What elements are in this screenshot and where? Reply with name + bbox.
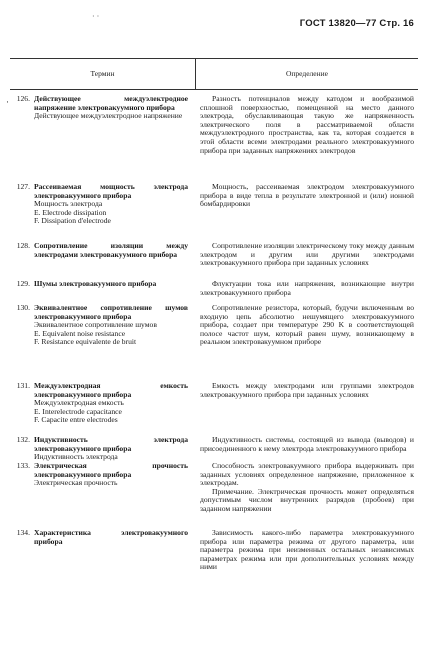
term-title: Сопротивление изоляции между электродами электровакуумного прибора [34, 241, 188, 259]
term-synonym: Электрическая прочность [34, 478, 118, 488]
term-title: Эквивалентное сопротивление шумов электровакуумного прибора [34, 303, 188, 321]
term-title: Характеристика электровакуумного прибора [34, 528, 188, 546]
term-number: 132. [16, 435, 30, 444]
term-entry [10, 382, 190, 425]
definition-entry [200, 436, 414, 453]
definition-entry [200, 95, 414, 155]
term-synonym: Эквивалентное сопротивление шумов [34, 320, 157, 330]
term-number: 130. [16, 303, 30, 312]
term-number: 126. [16, 94, 30, 103]
term-synonym: F. Capacite entre electrodes [34, 415, 118, 425]
definition-entry [200, 304, 414, 347]
definition-entry [200, 280, 414, 297]
definition-entry [200, 183, 414, 209]
definition-column-header: Определение [286, 69, 328, 78]
term-number: 129. [16, 279, 30, 288]
definition-text: Мощность, рассеиваемая электродом электровакуумного прибора в виде тепла в результате электронной и (или) ионной бомбардировки [200, 182, 414, 209]
definition-entry [200, 382, 414, 399]
term-entry [10, 280, 190, 289]
term-entry [10, 436, 190, 462]
term-synonym: E. Equivalent noise resistance [34, 328, 126, 338]
term-synonym: Мощность электрода [34, 199, 103, 209]
terms-table [10, 58, 418, 644]
term-entry [10, 304, 190, 347]
page-header: ГОСТ 13820—77 Стр. 16 [299, 18, 414, 29]
term-number: 131. [16, 381, 30, 390]
term-text [34, 462, 188, 488]
term-synonym: Междуэлектродная емкость [34, 398, 124, 408]
definition-entry [200, 462, 414, 514]
definition-text: Способность электровакуумного прибора выдерживать при заданных условиях определенное напряжение, приложенное к электродам. [200, 461, 414, 488]
term-text [34, 95, 188, 121]
definition-text: Разность потенциалов между катодом и вообразимой сплошной поверхностью, помещенной на место данного электрода, обуславливающая такую же напряженность электрического поля в рассматриваемой области междуэлектродного пространства, как та, которая создается в этой области всеми электродами реального электровакуумного прибора при заданных напряжениях электродов [200, 94, 414, 155]
definition-entry [200, 242, 414, 268]
term-title: Электрическая прочность электровакуумного прибора [34, 461, 188, 479]
term-text [34, 304, 188, 347]
term-title: Рассеиваемая мощность электрода электровакуумного прибора [34, 182, 188, 200]
margin-mark: · [6, 97, 9, 107]
definition-text: Сопротивление изоляции электрическому току между данным электродом и другим или другими электродами электровакуумного прибора при заданных условиях [200, 241, 414, 268]
term-text [34, 183, 188, 226]
definition-text: Зависимость какого-либо параметра электровакуумного прибора или параметра режима от другого параметра, или параметра режима при неизменных остальных независимых параметрах режима или при дополнительных условиях между ними [200, 528, 414, 572]
column-divider [195, 59, 196, 89]
term-synonym: F. Dissipation d'electrode [34, 216, 111, 226]
term-entry [10, 462, 190, 488]
term-text [34, 382, 188, 425]
definition-text: Сопротивление резистора, который, будучи включенным во входную цепь абсолютно нешумящего электровакуумного прибора, создает при температуре 290 K в соответствующей полосе частот шум, который равен шуму, возникающему в реальном электровакуумном приборе [200, 303, 414, 347]
top-marks: · · [92, 12, 100, 21]
term-title: Шумы электровакуумного прибора [34, 279, 157, 288]
term-text [34, 242, 188, 259]
term-synonym: Действующее междуэлектродное напряжение [34, 111, 183, 121]
definition-entry [200, 529, 414, 572]
table-header [10, 59, 418, 90]
definition-text: Емкость между электродами или группами электродов электровакуумного прибора при заданных условиях [200, 381, 414, 399]
term-entry [10, 183, 190, 226]
term-number: 127. [16, 182, 30, 191]
term-number: 134. [16, 528, 30, 537]
term-entry [10, 242, 190, 259]
definition-text: Флуктуации тока или напряжения, возникающие внутри электровакуумного прибора [200, 279, 414, 297]
term-synonym: E. Electrode dissipation [34, 207, 107, 217]
definition-text: Индуктивность системы, состоящей из вывода (выводов) и присоединенного к нему электрода электровакуумного прибора [200, 435, 414, 453]
term-number: 133. [16, 461, 30, 470]
term-title: Индуктивность электрода электровакуумного прибора [34, 435, 188, 453]
term-title: Действующее междуэлектродное напряжение электровакуумного прибора [34, 94, 188, 112]
term-text [34, 280, 188, 289]
term-synonym: E. Interelectrode capacitance [34, 406, 122, 416]
term-text [34, 529, 188, 546]
term-title: Междуэлектродная емкость электровакуумного прибора [34, 381, 188, 399]
term-number: 128. [16, 241, 30, 250]
term-synonym: Индуктивность электрода [34, 452, 118, 462]
term-synonym: F. Resistance equivalente de bruit [34, 337, 137, 347]
term-text [34, 436, 188, 462]
term-entry [10, 95, 190, 121]
term-entry [10, 529, 190, 546]
definition-text: Примечание. Электрическая прочность может определяться допустимым числом внутренних разрядов (пробоев) при заданном напряжении [200, 486, 414, 513]
term-column-header: Термин [90, 69, 115, 78]
